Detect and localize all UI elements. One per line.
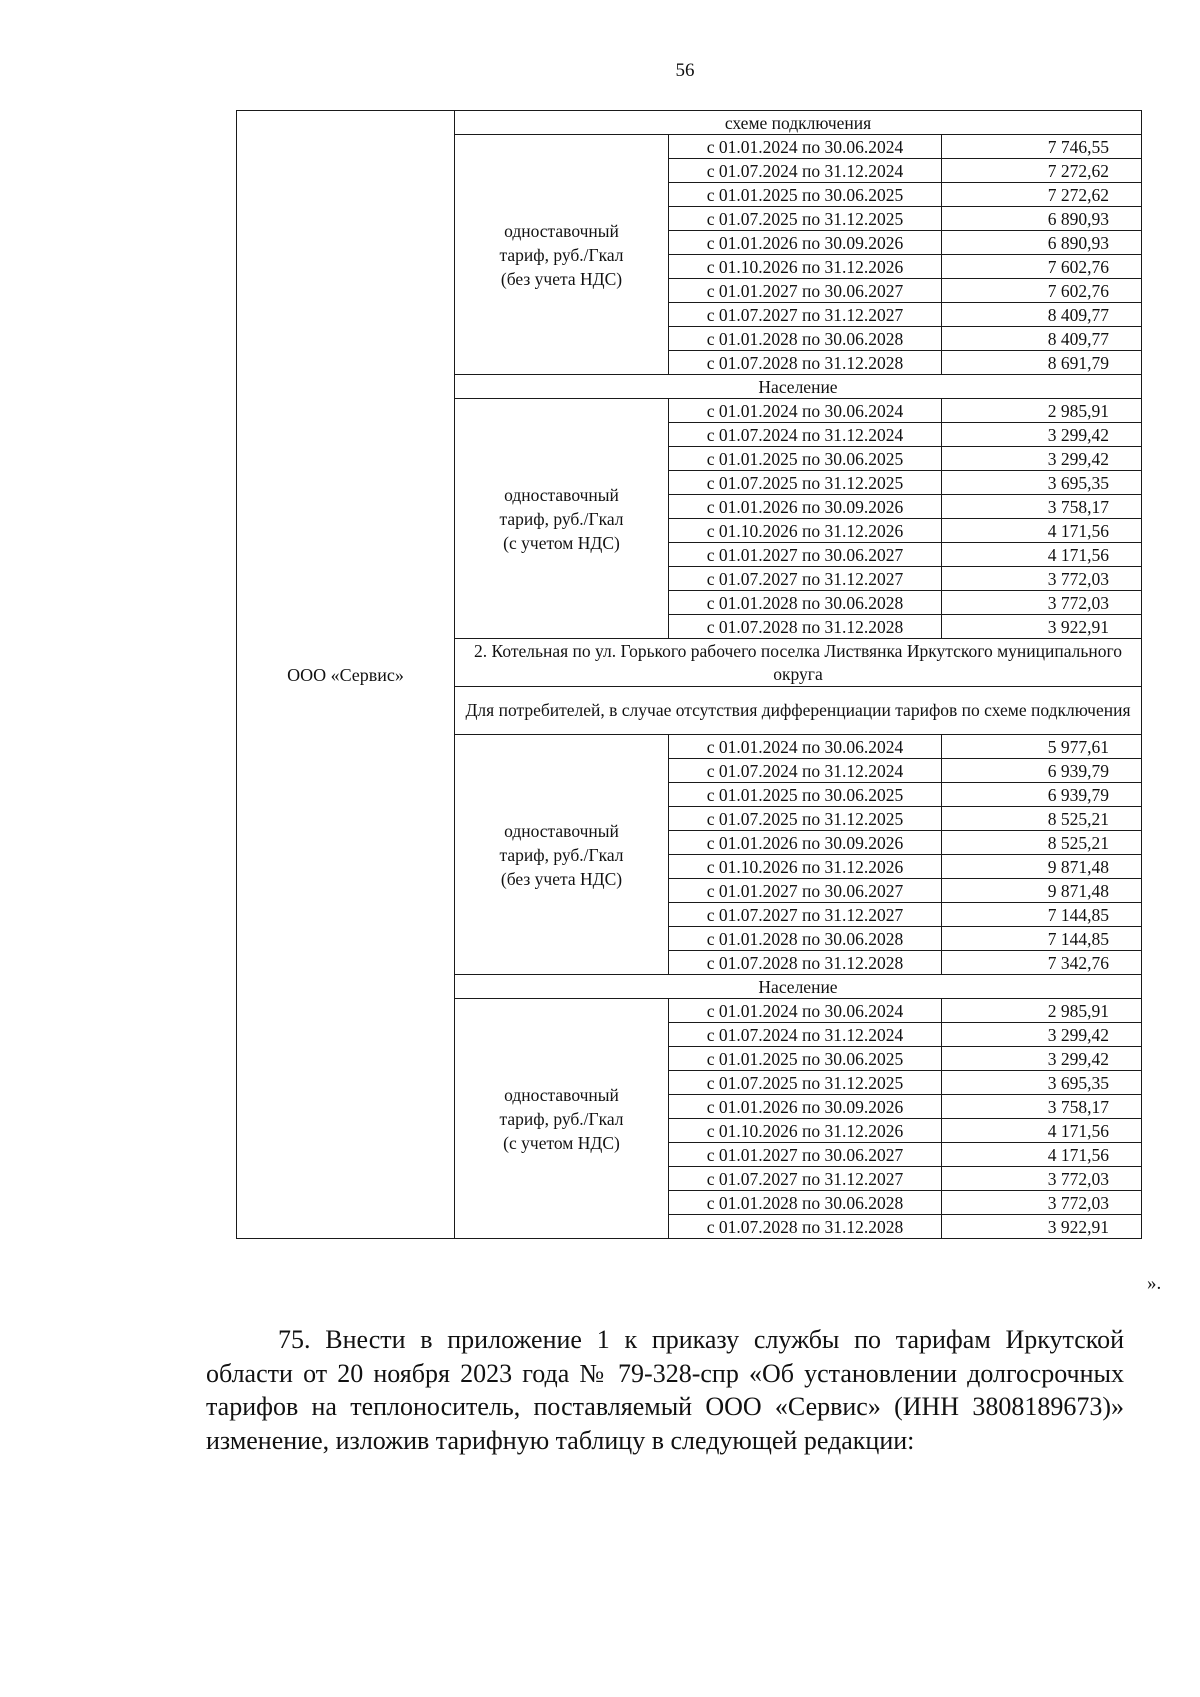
period-cell: с 01.07.2024 по 31.12.2024 [669,423,942,447]
tariff-type-line: тариф, руб./Гкал [499,508,624,529]
tariff-value-cell: 7 144,85 [942,903,1142,927]
tariff-value-cell: 2 985,91 [942,999,1142,1023]
tariff-value-cell: 7 602,76 [942,255,1142,279]
tariff-value-cell: 7 272,62 [942,183,1142,207]
period-cell: с 01.01.2026 по 30.09.2026 [669,831,942,855]
tariff-value-cell: 4 171,56 [942,519,1142,543]
tariff-value-cell: 6 890,93 [942,207,1142,231]
period-cell: с 01.01.2027 по 30.06.2027 [669,879,942,903]
group-header: Население [455,975,1142,999]
tariff-table [236,110,1142,1239]
tariff-value-cell: 8 525,21 [942,831,1142,855]
tariff-value-cell: 3 299,42 [942,423,1142,447]
tariff-value-cell: 3 772,03 [942,1167,1142,1191]
tariff-type-line: (без учета НДС) [500,868,623,889]
period-cell: с 01.01.2024 по 30.06.2024 [669,735,942,759]
tariff-value-cell: 5 977,61 [942,735,1142,759]
group-header-row [237,111,1142,135]
tariff-value-cell: 7 144,85 [942,927,1142,951]
period-cell: с 01.07.2025 по 31.12.2025 [669,471,942,495]
tariff-value-cell: 3 299,42 [942,447,1142,471]
paragraph-75: 75. Внести в приложение 1 к приказу службы по тарифам Иркутской области от 20 ноября 2023 года № 79-328-спр «Об установлении долгосрочных тарифов на теплоноситель, поставляемый ООО «Сервис» (ИНН 3808189673)» изменение, изложив тарифную таблицу в следующей редакции: [206,1325,1124,1455]
period-cell: с 01.10.2026 по 31.12.2026 [669,855,942,879]
tariff-type-cell [455,735,669,975]
period-cell: с 01.07.2025 по 31.12.2025 [669,207,942,231]
tariff-type-cell [455,999,669,1239]
period-cell: с 01.01.2026 по 30.09.2026 [669,1095,942,1119]
period-cell: с 01.07.2027 по 31.12.2027 [669,903,942,927]
tariff-value-cell: 7 272,62 [942,159,1142,183]
tariff-value-cell: 7 746,55 [942,135,1142,159]
tariff-type-line: тариф, руб./Гкал [499,844,624,865]
period-cell: с 01.07.2028 по 31.12.2028 [669,615,942,639]
tariff-type-line: одноставочный [504,484,619,505]
period-cell: с 01.07.2027 по 31.12.2027 [669,303,942,327]
period-cell: с 01.01.2027 по 30.06.2027 [669,279,942,303]
tariff-value-cell: 4 171,56 [942,1143,1142,1167]
period-cell: с 01.01.2026 по 30.09.2026 [669,231,942,255]
period-cell: с 01.01.2024 по 30.06.2024 [669,999,942,1023]
tariff-value-cell: 3 772,03 [942,567,1142,591]
period-cell: с 01.07.2028 по 31.12.2028 [669,1215,942,1239]
tariff-value-cell: 3 758,17 [942,495,1142,519]
tariff-value-cell: 3 299,42 [942,1047,1142,1071]
tariff-value-cell: 3 695,35 [942,471,1142,495]
tariff-value-cell: 3 922,91 [942,1215,1142,1239]
period-cell: с 01.07.2024 по 31.12.2024 [669,1023,942,1047]
period-cell: с 01.10.2026 по 31.12.2026 [669,1119,942,1143]
tariff-type-line: одноставочный [504,1084,619,1105]
tariff-value-cell: 8 409,77 [942,327,1142,351]
tariff-value-cell: 6 939,79 [942,759,1142,783]
tariff-value-cell: 3 772,03 [942,591,1142,615]
period-cell: с 01.01.2027 по 30.06.2027 [669,543,942,567]
period-cell: с 01.01.2028 по 30.06.2028 [669,327,942,351]
group-header: схеме подключения [455,111,1142,135]
tariff-value-cell: 4 171,56 [942,543,1142,567]
tariff-type-line: тариф, руб./Гкал [499,244,624,265]
tariff-type-line: одноставочный [504,220,619,241]
period-cell: с 01.07.2027 по 31.12.2027 [669,1167,942,1191]
tariff-value-cell: 7 602,76 [942,279,1142,303]
tariff-type-line: (без учета НДС) [500,268,623,289]
section-header: 2. Котельная по ул. Горького рабочего поселка Листвянка Иркутского муниципального округа [455,639,1142,687]
tariff-value-cell: 3 299,42 [942,1023,1142,1047]
organization-cell: ООО «Сервис» [237,111,455,1239]
period-cell: с 01.01.2028 по 30.06.2028 [669,927,942,951]
period-cell: с 01.10.2026 по 31.12.2026 [669,519,942,543]
period-cell: с 01.07.2025 по 31.12.2025 [669,807,942,831]
period-cell: с 01.01.2025 по 30.06.2025 [669,447,942,471]
period-cell: с 01.07.2028 по 31.12.2028 [669,351,942,375]
period-cell: с 01.01.2028 по 30.06.2028 [669,1191,942,1215]
tariff-value-cell: 3 695,35 [942,1071,1142,1095]
quote-close-mark: ». [1147,1273,1162,1294]
period-cell: с 01.01.2025 по 30.06.2025 [669,783,942,807]
tariff-value-cell: 8 525,21 [942,807,1142,831]
group-header: Для потребителей, в случае отсутствия дифференциации тарифов по схеме подключения [455,687,1142,735]
period-cell: с 01.07.2028 по 31.12.2028 [669,951,942,975]
period-cell: с 01.07.2025 по 31.12.2025 [669,1071,942,1095]
period-cell: с 01.01.2027 по 30.06.2027 [669,1143,942,1167]
tariff-type-line: (с учетом НДС) [503,1132,620,1153]
tariff-value-cell: 4 171,56 [942,1119,1142,1143]
tariff-type-line: одноставочный [504,820,619,841]
tariff-value-cell: 8 691,79 [942,351,1142,375]
tariff-value-cell: 6 890,93 [942,231,1142,255]
period-cell: с 01.01.2028 по 30.06.2028 [669,591,942,615]
tariff-value-cell: 9 871,48 [942,879,1142,903]
tariff-value-cell: 9 871,48 [942,855,1142,879]
tariff-table-body [237,111,1142,1239]
tariff-value-cell: 3 922,91 [942,615,1142,639]
tariff-value-cell: 8 409,77 [942,303,1142,327]
period-cell: с 01.01.2025 по 30.06.2025 [669,183,942,207]
period-cell: с 01.10.2026 по 31.12.2026 [669,255,942,279]
tariff-type-line: (с учетом НДС) [503,532,620,553]
period-cell: с 01.01.2024 по 30.06.2024 [669,399,942,423]
page-number: 56 [675,60,695,81]
period-cell: с 01.01.2024 по 30.06.2024 [669,135,942,159]
period-cell: с 01.07.2027 по 31.12.2027 [669,567,942,591]
tariff-type-line: тариф, руб./Гкал [499,1108,624,1129]
tariff-value-cell: 2 985,91 [942,399,1142,423]
period-cell: с 01.07.2024 по 31.12.2024 [669,159,942,183]
tariff-type-cell [455,399,669,639]
tariff-value-cell: 3 758,17 [942,1095,1142,1119]
tariff-value-cell: 6 939,79 [942,783,1142,807]
tariff-type-cell [455,135,669,375]
group-header: Население [455,375,1142,399]
period-cell: с 01.01.2025 по 30.06.2025 [669,1047,942,1071]
period-cell: с 01.01.2026 по 30.09.2026 [669,495,942,519]
tariff-value-cell: 3 772,03 [942,1191,1142,1215]
tariff-value-cell: 7 342,76 [942,951,1142,975]
period-cell: с 01.07.2024 по 31.12.2024 [669,759,942,783]
